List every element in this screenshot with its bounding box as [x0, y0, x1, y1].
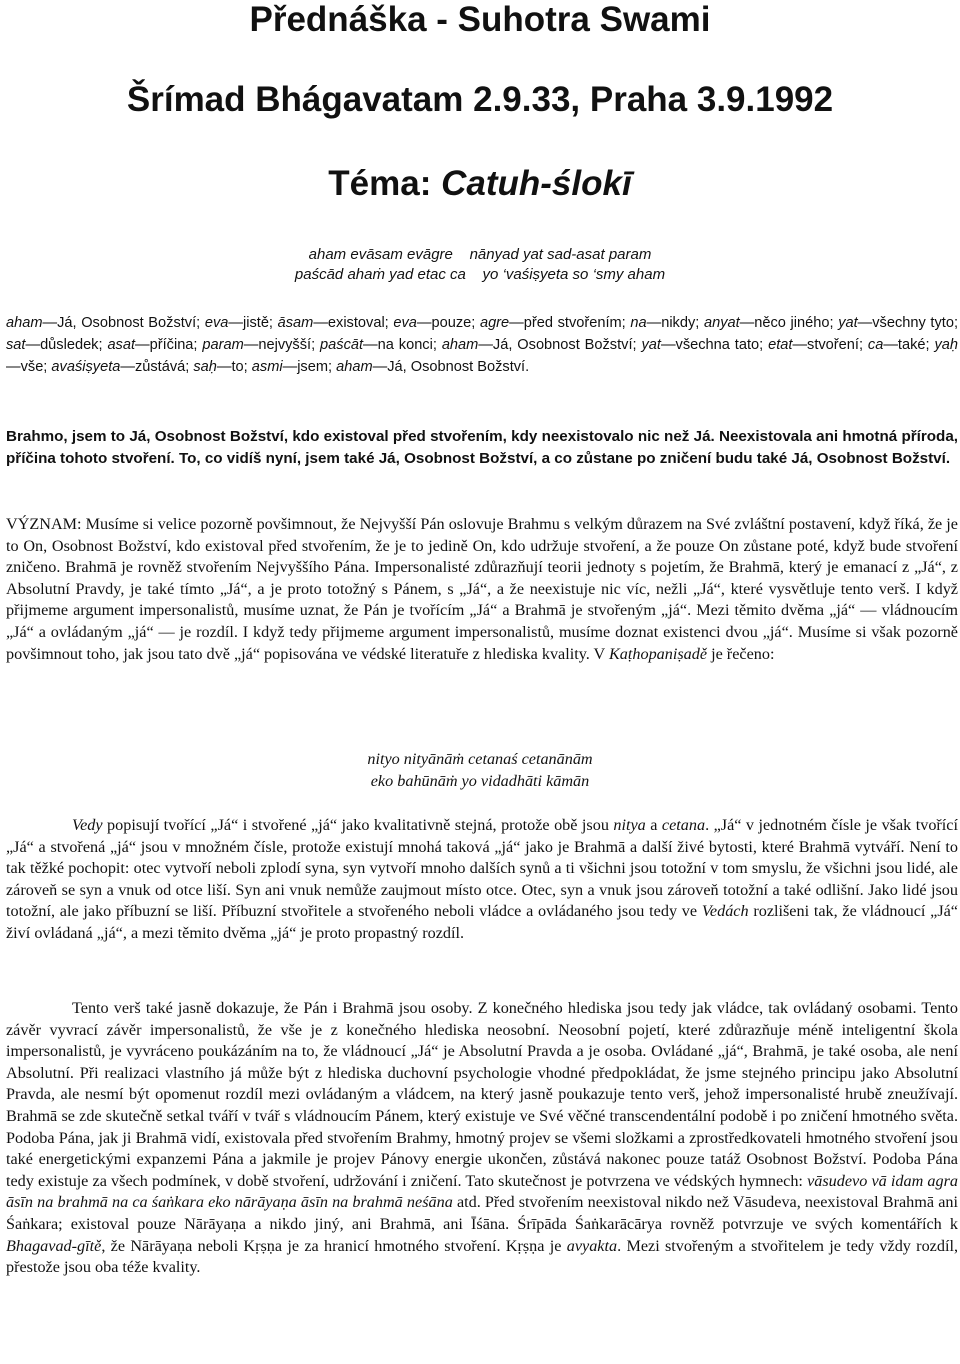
synonym-word: saḥ	[193, 358, 217, 375]
synonym-meaning: —před stvořením;	[509, 315, 631, 331]
synonym-word: yat	[838, 315, 858, 331]
synonym-meaning: —stvoření;	[792, 336, 868, 353]
p3-text-c: atd. Před stvořením neexistoval nikdo než Vāsudeva, neexistoval Brahmā ani Śaṅkara; existoval pouze Nārāyaṇa a nikdo jiný, ani Brahmā, ani Īśāna. Śrīpāda Śaṅkarācārya rovněž potvrzuje ve svých komentářích k	[6, 1193, 958, 1233]
synonym-word: āsam	[277, 315, 314, 331]
quote-line-1: nityo nityānāṁ cetanaś cetanānām	[367, 750, 593, 768]
lecture-title: Přednáška - Suhotra Swami	[249, 0, 711, 39]
synonym-meaning: —něco jiného;	[739, 315, 839, 331]
cetana-term: cetana	[661, 816, 706, 834]
synonym-word: aham	[6, 315, 43, 331]
purport-paragraph-3	[6, 998, 958, 1279]
lecture-topic	[0, 164, 960, 204]
lecture-subtitle: Šrímad Bhágavatam 2.9.33, Praha 3.9.1992	[126, 80, 834, 119]
synonym-meaning: —jsem;	[282, 358, 337, 375]
synonym-word: eva	[204, 315, 229, 331]
p3-text-a: Tento verš také jasně dokazuje, že Pán i Brahmā jsou osoby. Z konečného hlediska jsou tedy jak vládce, tak ovládaný osobami. Tento závěr vyvrací závěr impersonalistů, že vše je z konečného hlediska neosobní. Neosobní pojetí, které zdůrazňuje méně inteligentní škola impersonalistů, je vyvráceno poukázáním na to, že vládnoucí „Já“ je Absolutní Pravda a je osoba. Ovládané „já“, Brahmā, je také osoba, ale není Absolutní. Při realizaci vlastního já může být z hlediska duchovní psychologie vhodné předpokládat, že jsme stejného principu jako Absolutní Pravda, ale nesmí být opomenut rozdíl mezi ovládaným a vládcem, na který jasně poukazuje tento verš, jehož impersonalisté hrubě zneužívají. Brahmā se zde skutečně setkal tváří v tvář s vládnoucím Pánem, který existuje ve Své věčné transcendentální podobě i po zničení hmotného světa. Podoba Pána, jak ji Brahmā vidí, existovala před stvořením Brahmy, hmotný projev se všemi složkami a zprostředkovateli hmotného stvoření jsou také energetickými expanzemi Pána a jakmile je projev Pánovy energie ukončen, zůstává nakonec pouze tatáž Osobnost Božství. Podoba Pána tedy existuje za všech podmínek, v době stvoření, udržování i zničení. Tato skutečnost je potvrzena ve védských hymnech:	[6, 999, 958, 1190]
vedy-term: Vedy	[72, 816, 103, 834]
synonym-meaning: —Já, Osobnost Božství.	[372, 358, 530, 375]
synonym-meaning: —všechny tyto;	[857, 315, 958, 331]
purport-paragraph-1	[6, 514, 958, 665]
synonym-meaning: —jistě;	[228, 315, 278, 331]
p2-text-d: a	[645, 816, 662, 834]
synonym-word: eva	[393, 315, 417, 331]
synonym-word: na	[630, 315, 647, 331]
synonym-word: asmi	[251, 358, 283, 375]
synonym-meaning: —příčina;	[135, 336, 203, 353]
synonym-word: yaḥ	[934, 336, 958, 353]
synonym-word: agre	[479, 315, 510, 331]
synonym-meaning: —Já, Osobnost Božství;	[42, 315, 205, 331]
topic-label: Téma:	[328, 164, 432, 203]
p2-text-f: . „Já“ v jednotném čísle je však tvořící „Já“ a stvořená „já“ jsou v množném čísle, protože existují mnohá taková „já“ jako je Brahmā a další živé bytosti, které Brahmā vytváří. Není to tak těžké pochopit: otec vytvoří neboli zplodí syna, syn vytvoří mnoho dalších synů a ti všichni jsou totožní v tom smyslu, že všichni jsou lidé, ale zároveň se syn a vnuk od otce liší. Syn ani vnuk nemůže zaujmout místo otce. Otec, syn a vnuk jsou zároveň totožní a také odlišní. Jako lidé jsou totožní, ale jako příbuzní se liší. Příbuzní stvořitele a stvořeného neboli vládce a ovládaného jsou tedy ve	[6, 816, 958, 921]
synonym-meaning: —důsledek;	[25, 336, 108, 353]
purport-1-tail: je řečeno:	[707, 644, 775, 663]
verse-line-1: aham evāsam evāgre nānyad yat sad-asat param	[308, 246, 652, 263]
synonym-meaning: —zůstává;	[120, 358, 194, 375]
synonym-meaning: —Já, Osobnost Božství;	[478, 336, 642, 353]
p3-text-g: . Mezi stvořeným a stvořitelem je tedy vždy rozdíl, přestože jsou oba téže kvality.	[6, 1236, 958, 1277]
topic-value: Catuh-ślokī	[441, 164, 632, 203]
p3-text-e: , že Nārāyaṇa neboli Kṛṣṇa je za hranicí hmotného stvoření. Kṛṣṇa je	[101, 1236, 567, 1255]
verse-line-2: paścād ahaṁ yad etac ca yo ‘vaśiṣyeta so ‘smy aham	[294, 266, 666, 283]
synonym-word: asat	[107, 336, 136, 353]
purport-paragraph-2	[6, 815, 958, 945]
vedach-term: Vedách	[701, 902, 749, 921]
purport-1-source: Kaṭhopaniṣadě	[609, 644, 708, 663]
synonym-meaning: —to;	[216, 358, 252, 375]
p2-text-b: popisují tvořící „Já“ i stvořené „já“ jako kvalitativně stejná, protože obě jsou	[102, 816, 614, 834]
synonym-word: sat	[6, 336, 26, 353]
synonym-word: param	[202, 336, 244, 353]
synonyms-block	[6, 313, 958, 378]
p2-text-h: rozlišeni tak, že vládnoucí „Já“ živí ovládaná „já“, a mezi těmito dvěma „já“ je proto propastný rozdíl.	[6, 902, 958, 942]
nitya-term: nitya	[613, 816, 646, 834]
synonym-meaning: —nikdy;	[646, 315, 704, 331]
synonym-word: aham	[441, 336, 479, 353]
synonym-word: ca	[867, 336, 884, 353]
synonym-word: anyat	[703, 315, 740, 331]
synonym-meaning: —pouze;	[416, 315, 480, 331]
sanskrit-quote	[0, 748, 960, 792]
avyakta-term: avyakta	[566, 1236, 618, 1255]
quote-line-2: eko bahūnāṁ yo vidadhāti kāmān	[370, 772, 590, 790]
bhagavad-gita-term: Bhagavad-gītě	[6, 1236, 102, 1255]
translation-paragraph: Brahmo, jsem to Já, Osobnost Božství, kdo existoval před stvořením, kdy neexistovalo nic než Já. Neexistovala ani hmotná příroda, příčina tohoto stvoření. To, co vidíš nyní, jsem také Já, Osobnost Božství, a co zůstane po zničení budu také Já, Osobnost Božství.	[6, 428, 958, 467]
synonym-meaning: —na konci;	[363, 336, 442, 353]
synonym-meaning: —existoval;	[313, 315, 394, 331]
synonym-word: avaśiṣyeta	[51, 358, 121, 375]
purport-1-text: VÝZNAM: Musíme si velice pozorně povšimnout, že Nejvyšší Pán oslovuje Brahmu s velkým důrazem na Své zvláštní postavení, když říká, že je to On, Osobnost Božství, kdo existoval před stvořením, že je to jedině On, kdo udržuje stvoření, a že pouze On zůstane poté, když bude stvoření zničeno. Brahmā je rovněž stvořením Nejvyššího Pána. Impersonalisté zdůrazňují teorii jednoty s pojetím, že Brahmā, který je emanací z „Já“, z Absolutní Pravdy, je také tímto „Já“, a je proto totožný s Pánem, s „Já“, a že neexistuje nic víc, nežli „Já“, které vysvětluje tento verš. I když přijmeme argument impersonalistů, musíme uznat, že Pán je tvořícím „Já“ a Brahmā je stvořeným „já“. Mezi těmito dvěma „já“ — vládnoucím „Já“ a ovládaným „já“ — je rozdíl. I když tedy přijmeme argument impersonalistů, musíme doznat existenci dvou „já“. Musíme si však pozorně povšimnout toho, jak jsou tato dvě „já“ popisována ve védské literatuře z hlediska kvality. V	[6, 515, 958, 663]
vedic-hymn-quote: vāsudevo vā idam agra āsīn na brahmā na ca śaṅkara eko nārāyaṇa āsīn na brahmā neśāna	[6, 1171, 958, 1212]
synonym-word: aham	[336, 358, 373, 375]
synonym-word: yat	[641, 336, 661, 353]
sanskrit-verse	[0, 245, 960, 285]
synonym-meaning: —nejvyšší;	[243, 336, 321, 353]
synonym-meaning: —vše;	[6, 358, 52, 375]
synonym-meaning: —také;	[883, 336, 935, 353]
synonym-meaning: —všechna tato;	[660, 336, 769, 353]
synonym-word: etat	[768, 336, 793, 353]
synonym-word: paścāt	[320, 336, 364, 353]
